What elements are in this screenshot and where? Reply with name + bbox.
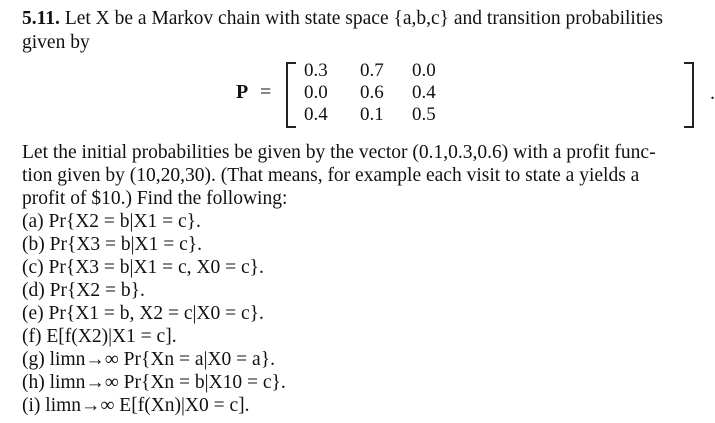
- matrix-period: .: [710, 82, 715, 104]
- part-c: (c) Pr{X3 = b|X1 = c, X0 = c}.: [22, 257, 264, 278]
- matrix-cell: 0.5: [412, 104, 436, 125]
- matrix-cell: 0.6: [360, 82, 384, 103]
- matrix-cell: 0.0: [412, 60, 436, 81]
- equals-sign: =: [260, 81, 272, 103]
- matrix-cell: 0.3: [304, 60, 328, 81]
- part-i: (i) limn→∞ E[f(Xn)|X0 = c].: [22, 395, 250, 416]
- intro-text-1: Let X be a Markov chain with state space {a,b,c} and transition probabilities: [64, 8, 663, 29]
- part-b: (b) Pr{X3 = b|X1 = c}.: [22, 234, 203, 255]
- intro-line-2: given by: [22, 32, 90, 53]
- matrix-cell: 0.4: [304, 104, 328, 125]
- part-e: (e) Pr{X1 = b, X2 = c|X0 = c}.: [22, 303, 264, 324]
- intro-line-1: [22, 8, 663, 30]
- body-line-1: Let the initial probabilities be given by the vector (0.1,0.3,0.6) with a profit func-: [22, 142, 656, 163]
- matrix-cell: 0.0: [304, 82, 328, 103]
- matrix-left-bracket: [286, 62, 296, 128]
- matrix-label: P: [236, 81, 249, 103]
- part-d: (d) Pr{X2 = b}.: [22, 280, 145, 301]
- body-line-3: profit of $10.) Find the following:: [22, 188, 288, 209]
- part-f: (f) E[f(X2)|X1 = c].: [22, 326, 177, 347]
- matrix-cell: 0.4: [412, 82, 436, 103]
- matrix-cell: 0.1: [360, 104, 384, 125]
- body-line-2: tion given by (10,20,30). (That means, for example each visit to state a yields a: [22, 165, 640, 186]
- matrix-right-bracket: [684, 62, 694, 128]
- part-a: (a) Pr{X2 = b|X1 = c}.: [22, 211, 201, 232]
- part-g: (g) limn→∞ Pr{Xn = a|X0 = a}.: [22, 349, 275, 370]
- problem-number: 5.11.: [22, 8, 60, 29]
- part-h: (h) limn→∞ Pr{Xn = b|X10 = c}.: [22, 372, 286, 393]
- matrix-cell: 0.7: [360, 60, 384, 81]
